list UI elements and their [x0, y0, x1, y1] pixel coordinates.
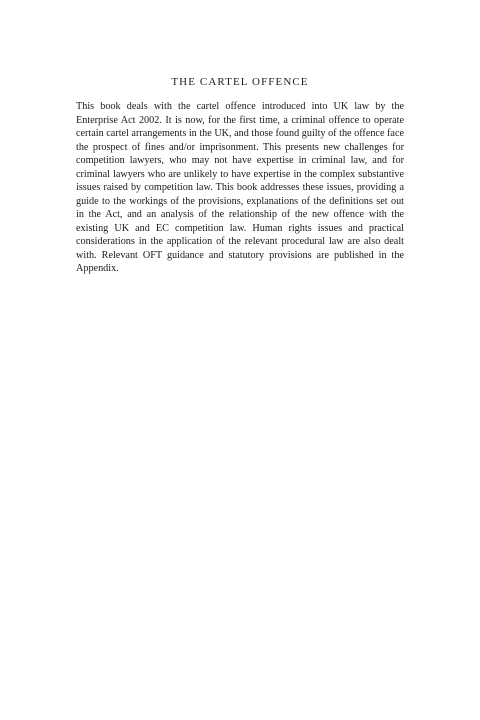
- book-title: THE CARTEL OFFENCE: [171, 76, 309, 88]
- book-description: This book deals with the cartel offence introduced into UK law by the Enterprise Act 2002. It is now, for the first time, a criminal offence to operate certain cartel arrangements in the UK, and those found guilty of the offence face the prospect of fines and/or imprisonment. This presents new challenges for competition lawyers, who may not have expertise in criminal law, and for criminal lawyers who are unlikely to have expertise in the complex substantive issues raised by competition law. This book addresses these issues, providing a guide to the workings of the provisions, explanations of the definitions set out in the Act, and an analysis of the relationship of the new offence with the existing UK and EC competition law. Human rights issues and practical considerations in the application of the relevant procedural law are also dealt with. Relevant OFT guidance and statutory provisions are published in the Appendix.: [76, 101, 404, 274]
